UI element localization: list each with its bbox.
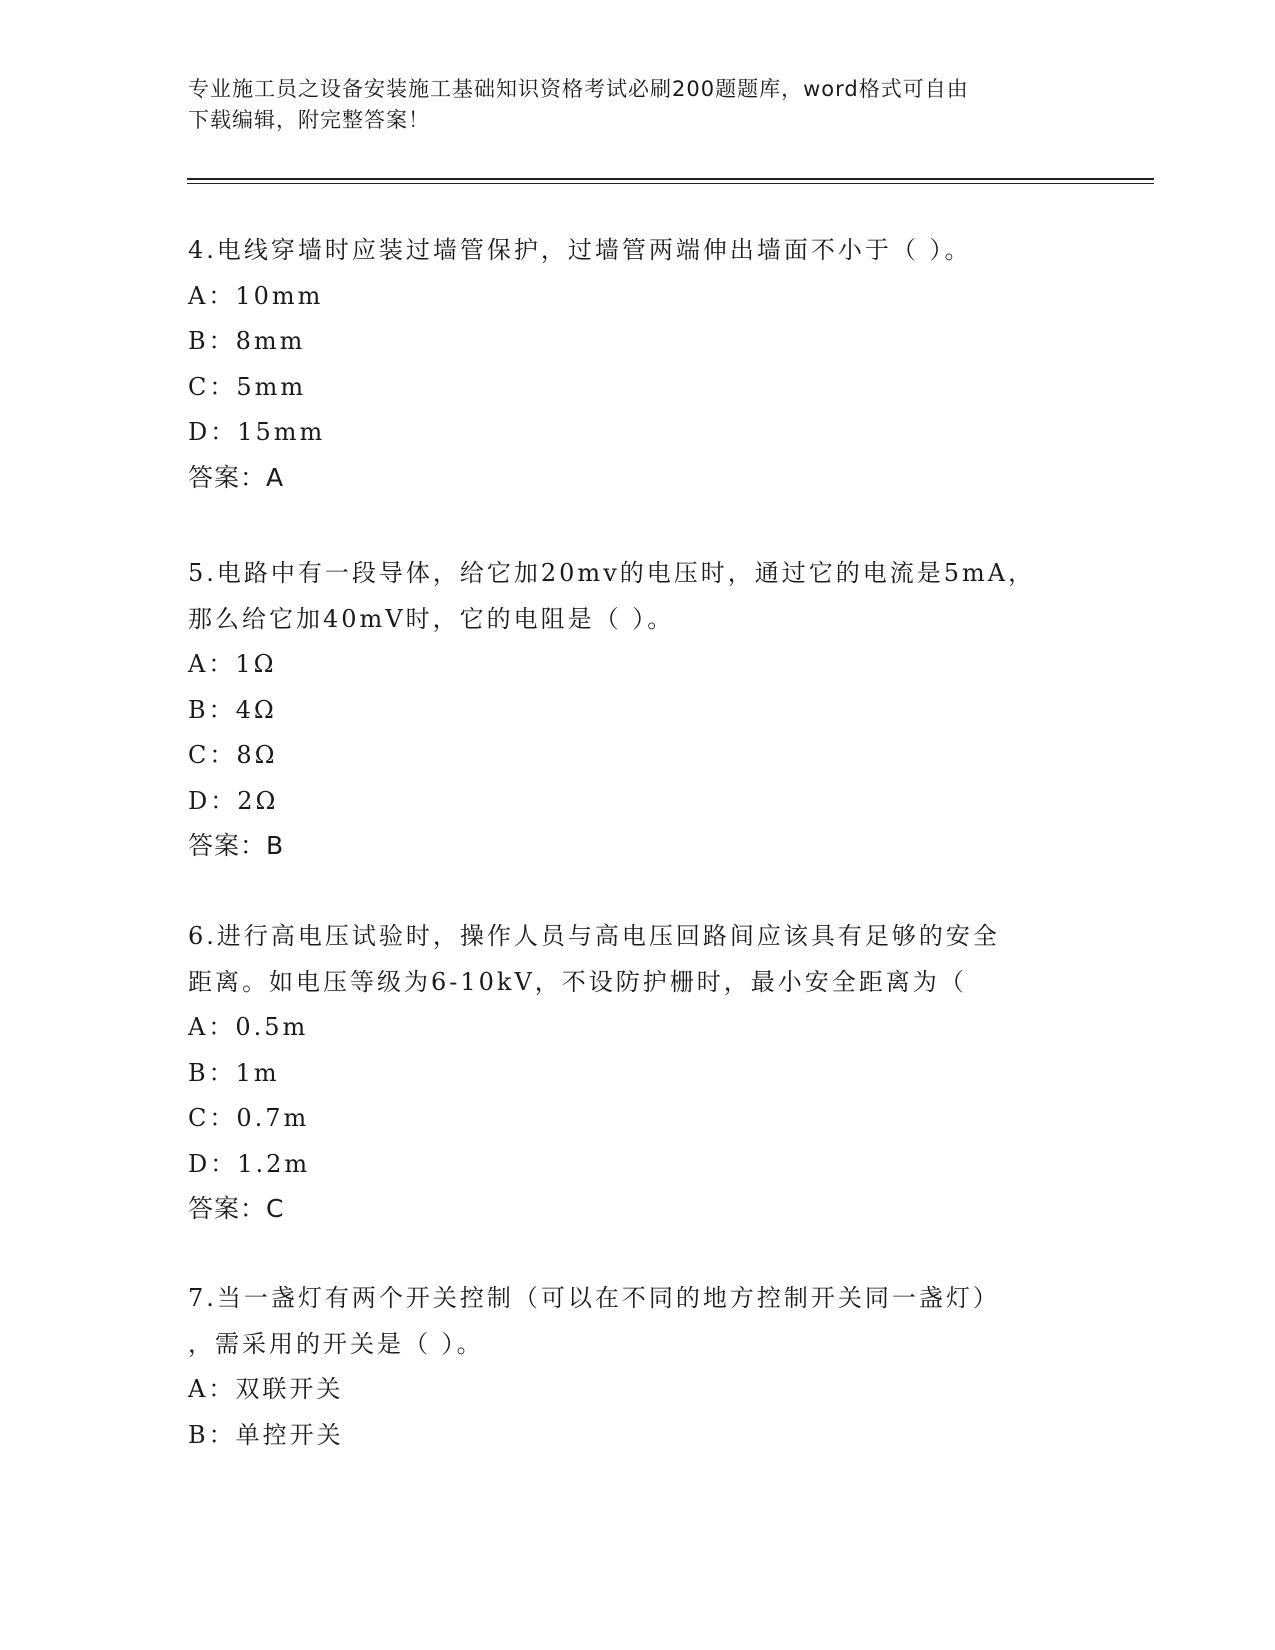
answer: 答案：B (188, 831, 285, 860)
question-4 (188, 228, 1108, 500)
option-a: A：0.5m (188, 1013, 309, 1041)
option-c: C：0.7m (188, 1104, 310, 1132)
option-b: B：1m (188, 1058, 280, 1087)
question-text: 6.进行高电压试验时，操作人员与高电压回路间应该具有足够的安全 (188, 922, 1000, 950)
document-header (188, 74, 1068, 136)
answer: 答案：A (188, 462, 285, 492)
question-7 (188, 1276, 1108, 1458)
option-c: C：8Ω (188, 741, 278, 769)
question-text: 4.电线穿墙时应装过墙管保护，过墙管两端伸出墙面不小于（ ）。 (188, 236, 972, 264)
question-5 (188, 551, 1108, 868)
header-line-1: 专业施工员之设备安装施工基础知识资格考试必刷200题题库，word格式可自由 (188, 77, 969, 101)
question-text: 那么给它加40mV时，它的电阻是（ ）。 (188, 604, 675, 633)
question-text: 5.电路中有一段导体，给它加20mv的电压时，通过它的电流是5mA， (188, 559, 1036, 587)
option-b: B：4Ω (188, 695, 277, 724)
option-b: B：单控开关 (188, 1420, 344, 1449)
option-b: B：8mm (188, 327, 306, 355)
header-divider (187, 178, 1154, 184)
option-d: D：1.2m (188, 1149, 311, 1178)
option-a: A：1Ω (188, 650, 277, 678)
option-d: D：15mm (188, 418, 326, 446)
question-text: 7.当一盏灯有两个开关控制（可以在不同的地方控制开关同一盏灯） (188, 1284, 1000, 1312)
option-d: D：2Ω (188, 786, 279, 815)
question-6 (188, 914, 1108, 1231)
question-text: ，需采用的开关是（ ）。 (188, 1329, 484, 1358)
option-c: C：5mm (188, 372, 307, 401)
header-line-2: 下载编辑，附完整答案！ (188, 108, 430, 132)
option-a: A：双联开关 (188, 1375, 344, 1403)
option-a: A：10mm (188, 281, 324, 310)
answer: 答案：C (188, 1194, 285, 1223)
question-text: 距离。如电压等级为6-10kV，不设防护栅时，最小安全距离为（ (188, 967, 967, 996)
